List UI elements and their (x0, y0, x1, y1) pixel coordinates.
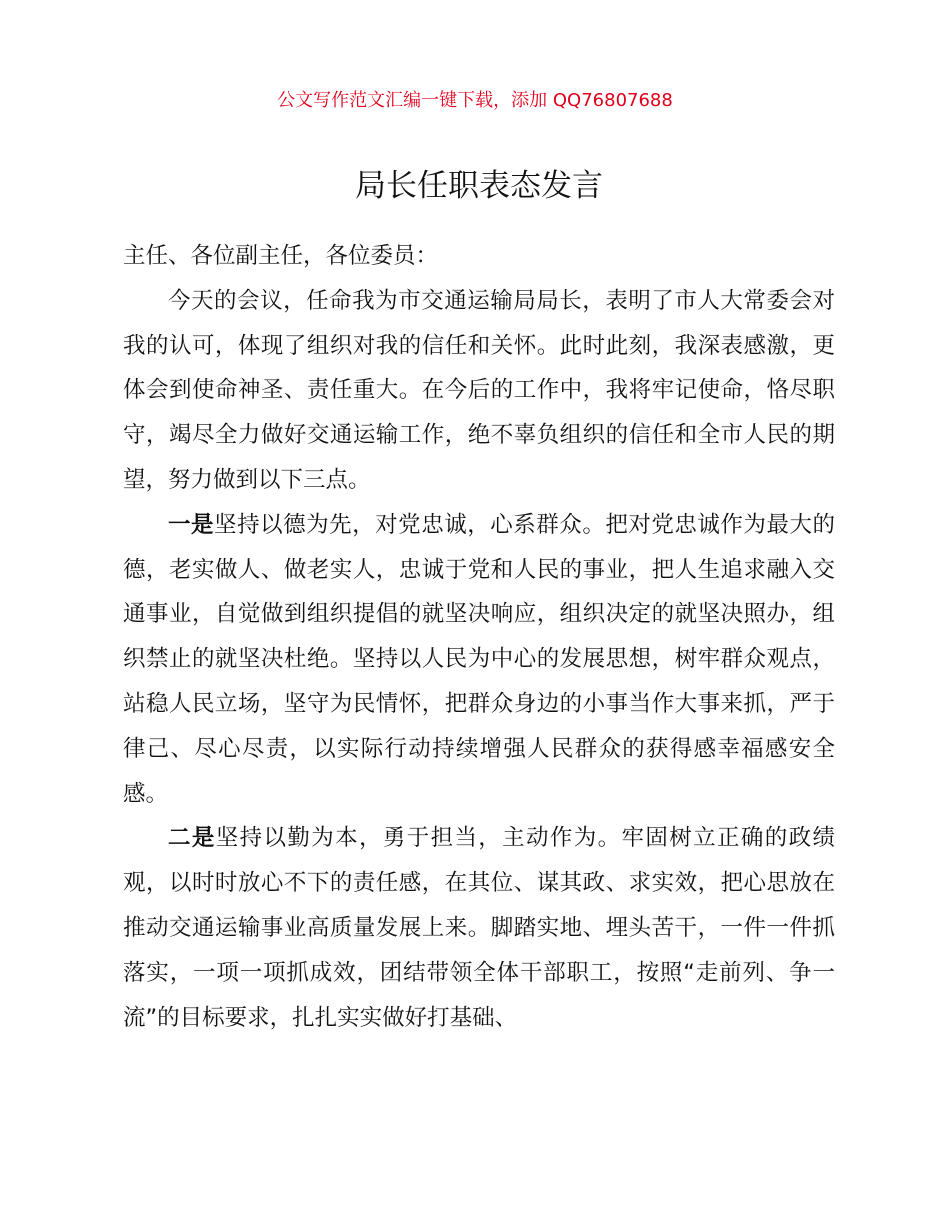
point-two-lead: 二是 (168, 825, 216, 852)
paragraph-intro-text: 今天的会议，任命我为市交通运输局局长，表明了市人大常委会对我的认可，体现了组织对我的信任和关怀。此时此刻，我深表感激，更体会到使命神圣、责任重大。在今后的工作中，我将牢记使命，恪尽职守，竭尽全力做好交通运输工作，绝不辜负组织的信任和全市人民的期望，努力做到以下三点。 (123, 287, 835, 493)
paragraph-point-two (123, 816, 835, 1040)
salutation: 主任、各位副主任，各位委员： (123, 243, 439, 269)
point-one-lead: 一是 (168, 511, 215, 538)
point-two-text: 坚持以勤为本，勇于担当，主动作为。牢固树立正确的政绩观，以时时放心不下的责任感，在其位、谋其政、求实效，把心思放在推动交通运输事业高质量发展上来。脚踏实地、埋头苦干，一件一件抓落实，一项一项抓成效，团结带领全体干部职工，按照“走前列、争一流”的目标要求，扎扎实实做好打基础、 (123, 825, 835, 1031)
point-one-text: 坚持以德为先，对党忠诚，心系群众。把对党忠诚作为最大的德，老实做人、做老实人，忠诚于党和人民的事业，把人生追求融入交通事业，自觉做到组织提倡的就坚决响应，组织决定的就坚决照办，组织禁止的就坚决杜绝。坚持以人民为中心的发展思想，树牢群众观点，站稳人民立场，坚守为民情怀，把群众身边的小事当作大事来抓，严于律己、尽心尽责，以实际行动持续增强人民群众的获得感幸福感安全感。 (123, 511, 835, 807)
download-promo-header: 公文写作范文汇编一键下载，添加 QQ76807688 (277, 90, 673, 111)
document-body (123, 234, 835, 1040)
paragraph-point-one (123, 503, 835, 817)
paragraph-intro (123, 279, 835, 503)
document-title: 局长任职表态发言 (355, 168, 603, 204)
